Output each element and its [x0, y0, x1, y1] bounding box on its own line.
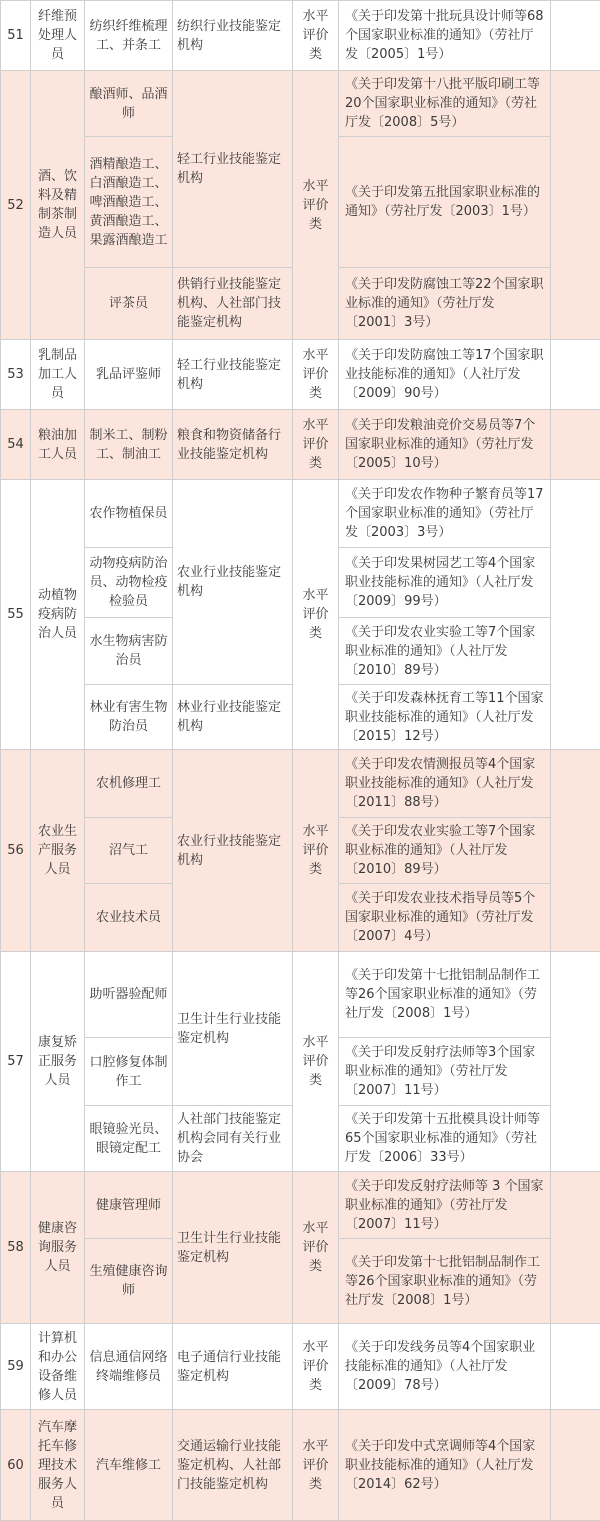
row-number: 55	[1, 480, 31, 750]
occupation-name: 纺织纤维梳理工、并条工	[85, 1, 173, 71]
occupation-category: 健康咨询服务人员	[31, 1172, 85, 1324]
occupation-category: 汽车摩托车修理技术服务人员	[31, 1410, 85, 1521]
reference-document: 《关于印发反射疗法师等 3 个国家职业标准的通知》（劳社厅发〔2007〕11号）	[339, 1172, 551, 1239]
appraisal-organization: 供销行业技能鉴定机构、人社部门技能鉴定机构	[173, 268, 293, 340]
empty-cell	[551, 410, 600, 480]
appraisal-organization: 人社部门技能鉴定机构会同有关行业协会	[173, 1106, 293, 1172]
appraisal-organization: 农业行业技能鉴定机构	[173, 750, 293, 952]
occupation-name: 农作物植保员	[85, 480, 173, 548]
reference-document: 《关于印发第十八批平版印刷工等20个国家职业标准的通知》（劳社厅发〔2008〕5号）	[339, 71, 551, 137]
reference-document: 《关于印发农作物种子繁育员等17个国家职业标准的通知》（劳社厅发〔2003〕3号）	[339, 480, 551, 548]
occupation-category: 乳制品加工人员	[31, 340, 85, 410]
empty-cell	[551, 1410, 600, 1521]
occupation-name: 信息通信网络终端维修员	[85, 1324, 173, 1410]
row-number: 51	[1, 1, 31, 71]
occupation-category: 农业生产服务人员	[31, 750, 85, 952]
occupation-name: 助听器验配师	[85, 952, 173, 1038]
appraisal-organization: 粮食和物资储备行业技能鉴定机构	[173, 410, 293, 480]
reference-document: 《关于印发森林抚育工等11个国家职业技能标准的通知》（人社厅发〔2015〕12号）	[339, 685, 551, 750]
table-row	[1, 410, 600, 480]
reference-document: 《关于印发防腐蚀工等17个国家职业技能标准的通知》（人社厅发〔2009〕90号）	[339, 340, 551, 410]
occupation-name: 乳品评鉴师	[85, 340, 173, 410]
reference-document: 《关于印发农业技术指导员等5个国家职业标准的通知》（劳社厅发〔2007〕4号）	[339, 884, 551, 952]
empty-cell	[551, 750, 600, 952]
appraisal-organization: 轻工行业技能鉴定机构	[173, 340, 293, 410]
occupation-name: 评茶员	[85, 268, 173, 340]
reference-document: 《关于印发第十五批模具设计师等65个国家职业标准的通知》（劳社厅发〔2006〕33号）	[339, 1106, 551, 1172]
occupation-name: 酿酒师、品酒师	[85, 71, 173, 137]
evaluation-type: 水平评价类	[293, 340, 339, 410]
row-number: 52	[1, 71, 31, 340]
appraisal-organization: 电子通信行业技能鉴定机构	[173, 1324, 293, 1410]
reference-document: 《关于印发第十批玩具设计师等68个国家职业标准的通知》（劳社厅发〔2005〕1号）	[339, 1, 551, 71]
occupation-category: 动植物疫病防治人员	[31, 480, 85, 750]
table-row	[1, 480, 600, 548]
row-number: 58	[1, 1172, 31, 1324]
occupation-category: 酒、饮料及精制茶制造人员	[31, 71, 85, 340]
reference-document: 《关于印发反射疗法师等3个国家职业标准的通知》（劳社厅发〔2007〕11号）	[339, 1038, 551, 1106]
reference-document: 《关于印发防腐蚀工等22个国家职业标准的通知》（劳社厅发〔2001〕3号）	[339, 268, 551, 340]
occupation-name: 制米工、制粉工、制油工	[85, 410, 173, 480]
empty-cell	[551, 480, 600, 750]
evaluation-type: 水平评价类	[293, 952, 339, 1172]
table-row	[1, 952, 600, 1038]
reference-document: 《关于印发果树园艺工等4个国家职业技能标准的通知》（人社厅发〔2009〕99号）	[339, 548, 551, 618]
empty-cell	[551, 1172, 600, 1324]
row-number: 54	[1, 410, 31, 480]
occupation-name: 林业有害生物防治员	[85, 685, 173, 750]
occupation-name: 沼气工	[85, 818, 173, 884]
evaluation-type: 水平评价类	[293, 480, 339, 750]
reference-document: 《关于印发农情测报员等4个国家职业技能标准的通知》（人社厅发〔2011〕88号）	[339, 750, 551, 818]
reference-document: 《关于印发中式烹调师等4个国家职业技能标准的通知》（人社厅发〔2014〕62号）	[339, 1410, 551, 1521]
occupation-name: 农机修理工	[85, 750, 173, 818]
reference-document: 《关于印发农业实验工等7个国家职业标准的通知》（人社厅发〔2010〕89号）	[339, 818, 551, 884]
occupation-category: 计算机和办公设备维修人员	[31, 1324, 85, 1410]
table-row	[1, 1410, 600, 1521]
occupation-name: 农业技术员	[85, 884, 173, 952]
appraisal-organization: 卫生计生行业技能鉴定机构	[173, 952, 293, 1106]
occupation-category: 纤维预处理人员	[31, 1, 85, 71]
occupation-name: 眼镜验光员、眼镜定配工	[85, 1106, 173, 1172]
evaluation-type: 水平评价类	[293, 1410, 339, 1521]
appraisal-organization: 交通运输行业技能鉴定机构、人社部门技能鉴定机构	[173, 1410, 293, 1521]
appraisal-organization: 卫生计生行业技能鉴定机构	[173, 1172, 293, 1324]
evaluation-type: 水平评价类	[293, 1324, 339, 1410]
table-row	[1, 71, 600, 137]
reference-document: 《关于印发农业实验工等7个国家职业标准的通知》（人社厅发〔2010〕89号）	[339, 618, 551, 685]
occupation-name: 健康管理师	[85, 1172, 173, 1239]
table-row	[1, 750, 600, 818]
empty-cell	[551, 952, 600, 1172]
occupation-category: 粮油加工人员	[31, 410, 85, 480]
row-number: 56	[1, 750, 31, 952]
appraisal-organization: 林业行业技能鉴定机构	[173, 685, 293, 750]
appraisal-organization: 轻工行业技能鉴定机构	[173, 71, 293, 268]
row-number: 59	[1, 1324, 31, 1410]
empty-cell	[551, 1324, 600, 1410]
table-row	[1, 340, 600, 410]
occupation-name: 口腔修复体制作工	[85, 1038, 173, 1106]
occupation-name: 汽车维修工	[85, 1410, 173, 1521]
evaluation-type: 水平评价类	[293, 71, 339, 340]
occupation-category: 康复矫正服务人员	[31, 952, 85, 1172]
empty-cell	[551, 340, 600, 410]
evaluation-type: 水平评价类	[293, 410, 339, 480]
evaluation-type: 水平评价类	[293, 1, 339, 71]
occupation-name: 动物疫病防治员、动物检疫检验员	[85, 548, 173, 618]
empty-cell	[551, 1, 600, 71]
occupation-name: 生殖健康咨询师	[85, 1239, 173, 1324]
table-row	[1, 1, 600, 71]
appraisal-organization: 农业行业技能鉴定机构	[173, 480, 293, 685]
row-number: 60	[1, 1410, 31, 1521]
row-number: 57	[1, 952, 31, 1172]
occupation-name: 酒精酿造工、白酒酿造工、啤酒酿造工、黄酒酿造工、果露酒酿造工	[85, 137, 173, 268]
row-number: 53	[1, 340, 31, 410]
table-row	[1, 1324, 600, 1410]
table-row	[1, 1172, 600, 1239]
empty-cell	[551, 71, 600, 340]
appraisal-organization: 纺织行业技能鉴定机构	[173, 1, 293, 71]
reference-document: 《关于印发粮油竞价交易员等7个国家职业标准的通知》（劳社厅发〔2005〕10号）	[339, 410, 551, 480]
evaluation-type: 水平评价类	[293, 1172, 339, 1324]
reference-document: 《关于印发线务员等4个国家职业技能标准的通知》（人社厅发〔2009〕78号）	[339, 1324, 551, 1410]
reference-document: 《关于印发第十七批铝制品制作工等26个国家职业标准的通知》（劳社厅发〔2008〕1号）	[339, 952, 551, 1038]
evaluation-type: 水平评价类	[293, 750, 339, 952]
reference-document: 《关于印发第五批国家职业标准的通知》（劳社厅发〔2003〕1号）	[339, 137, 551, 268]
reference-document: 《关于印发第十七批铝制品制作工等26个国家职业标准的通知》（劳社厅发〔2008〕1号）	[339, 1239, 551, 1324]
occupation-name: 水生物病害防治员	[85, 618, 173, 685]
